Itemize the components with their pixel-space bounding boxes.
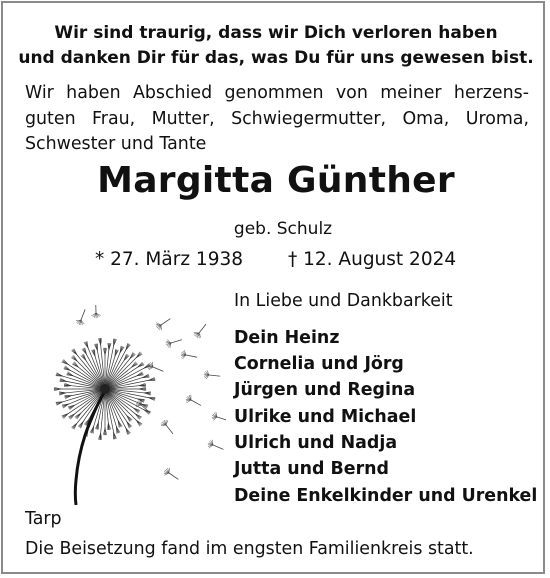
birth-date: * 27. März 1938 xyxy=(95,249,244,270)
maiden-name: geb. Schulz xyxy=(233,219,333,239)
dedication: In Liebe und Dankbarkeit xyxy=(234,291,453,311)
dandelion-icon xyxy=(21,305,226,515)
mourner-4: Ulrike und Michael xyxy=(234,407,417,427)
closing-note: Die Beisetzung fand im engsten Familienkreis statt. xyxy=(25,539,474,559)
mourner-7: Deine Enkelkinder und Urenkel xyxy=(234,486,538,506)
intro-line-2: guten Frau, Mutter, Schwiegermutter, Oma, Uroma, xyxy=(25,109,529,129)
place: Tarp xyxy=(25,509,62,529)
motto-line-2: und danken Dir für das, was Du für uns gewesen bist. xyxy=(18,48,534,68)
mourner-6: Jutta und Bernd xyxy=(234,459,389,479)
obituary-notice xyxy=(1,1,545,574)
intro-line-3: Schwester und Tante xyxy=(25,134,207,154)
mourner-5: Ulrich und Nadja xyxy=(234,433,398,453)
motto-line-1: Wir sind traurig, dass wir Dich verloren haben xyxy=(54,23,498,43)
mourner-3: Jürgen und Regina xyxy=(234,380,416,400)
mourner-2: Cornelia und Jörg xyxy=(234,354,404,374)
death-date: † 12. August 2024 xyxy=(288,249,457,270)
mourner-1: Dein Heinz xyxy=(234,328,340,348)
intro-line-1: Wir haben Abschied genommen von meiner herzens- xyxy=(25,83,529,103)
deceased-name: Margitta Günther xyxy=(97,160,455,201)
